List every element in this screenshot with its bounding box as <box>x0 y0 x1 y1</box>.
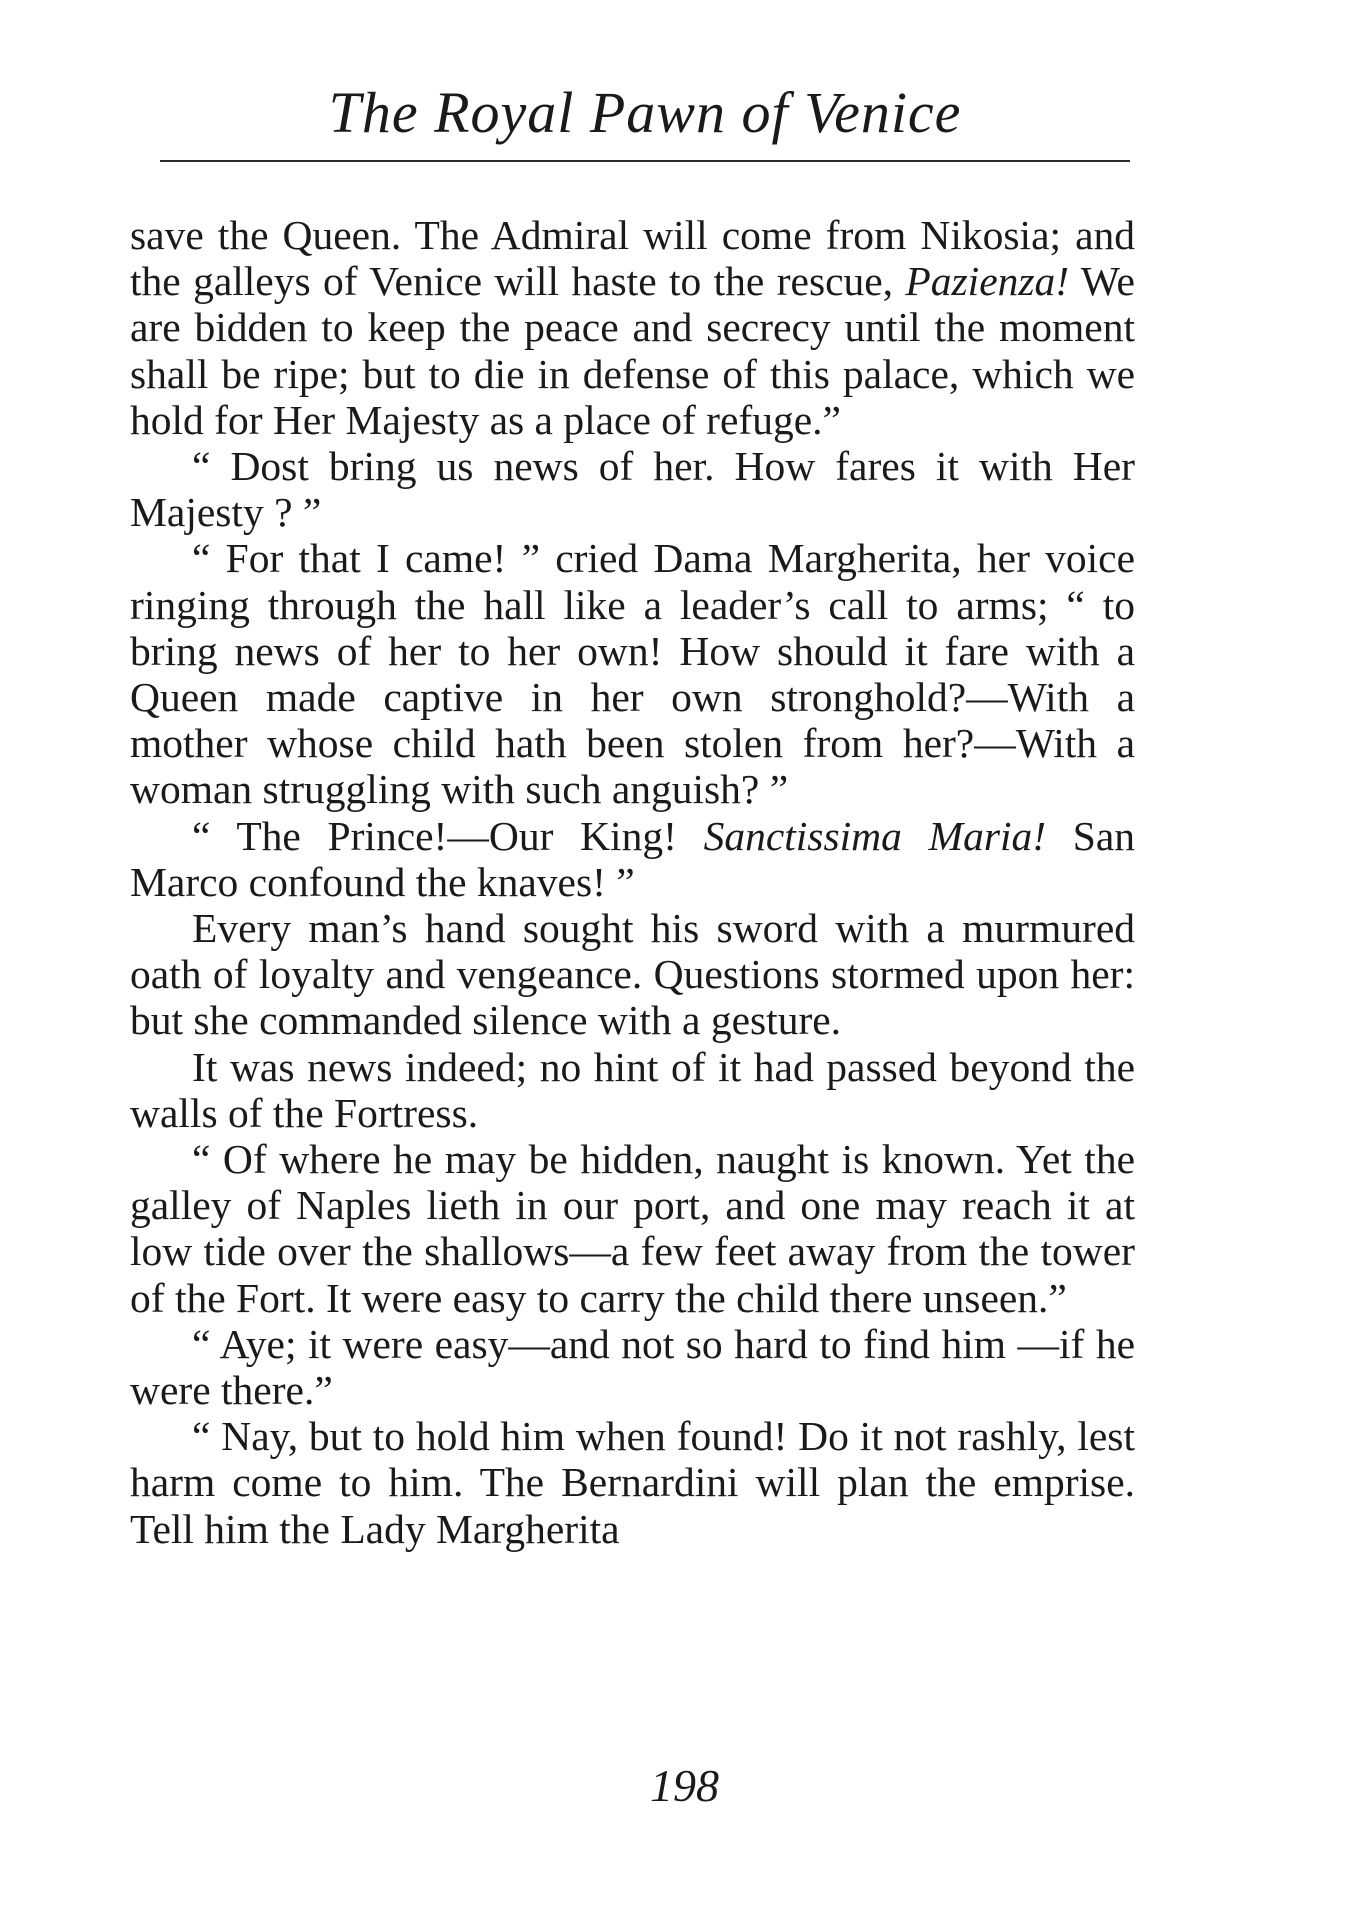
text-run: San Marco confound the knaves! ” <box>130 812 1136 905</box>
italic-phrase: Pazienza! <box>905 258 1070 305</box>
text-run: “ Aye; it were easy—and not so hard to find him —if he were there.” <box>130 1320 1135 1414</box>
text-run: save the Queen. The Admiral will come from Nikosia; and the galleys of Venice will haste to the rescue, <box>130 212 1135 305</box>
paragraph <box>130 813 1135 905</box>
running-title: The Royal Pawn of Venice <box>328 80 962 145</box>
text-run: “ Nay, but to hold him when found! Do it not rashly, lest harm come to him. The Bernardini will plan the emprise. Tell him the Lady Margherita <box>130 1413 1135 1552</box>
paragraph <box>130 535 1135 812</box>
text-run: “ Dost bring us news of her. How fares it with Her Majesty ? ” <box>130 443 1135 536</box>
paragraph <box>130 1136 1135 1321</box>
text-run: It was news indeed; no hint of it had passed beyond the walls of the Fortress. <box>130 1043 1135 1136</box>
text-run: “ For that I came! ” cried Dama Margherita, her voice ringing through the hall like a leader’s call to arms; “ to bring news of her to her own! How should it fare with a Queen made captive in her own stronghold?—With a mother whose child hath been stolen from her?—With a woman struggling with such anguish? ” <box>130 535 1135 813</box>
text-run: We are bidden to keep the peace and secrecy until the moment shall be ripe; but to die in defense of this palace, which we hold for Her Majesty as a place of refuge.” <box>130 258 1135 443</box>
body-text <box>130 212 1135 1552</box>
paragraph <box>130 905 1135 1044</box>
paragraph <box>130 443 1135 535</box>
page-number: 198 <box>650 1760 719 1811</box>
header-rule <box>160 160 1130 162</box>
paragraph <box>130 1321 1135 1413</box>
text-run: Every man’s hand sought his sword with a murmured oath of loyalty and vengeance. Questions stormed upon her: but she commanded silence with a gesture. <box>130 905 1135 1044</box>
text-run: “ The Prince!—Our King! <box>192 812 704 859</box>
paragraph <box>130 1044 1135 1136</box>
text-run: “ Of where he may be hidden, naught is known. Yet the galley of Naples lieth in our port, and one may reach it at low tide over the shallows—a few feet away from the tower of the Fort. It were easy to carry the child there unseen.” <box>130 1136 1135 1321</box>
paragraph <box>130 212 1135 443</box>
paragraph <box>130 1413 1135 1552</box>
italic-phrase: Sanctissima Maria! <box>703 812 1047 859</box>
